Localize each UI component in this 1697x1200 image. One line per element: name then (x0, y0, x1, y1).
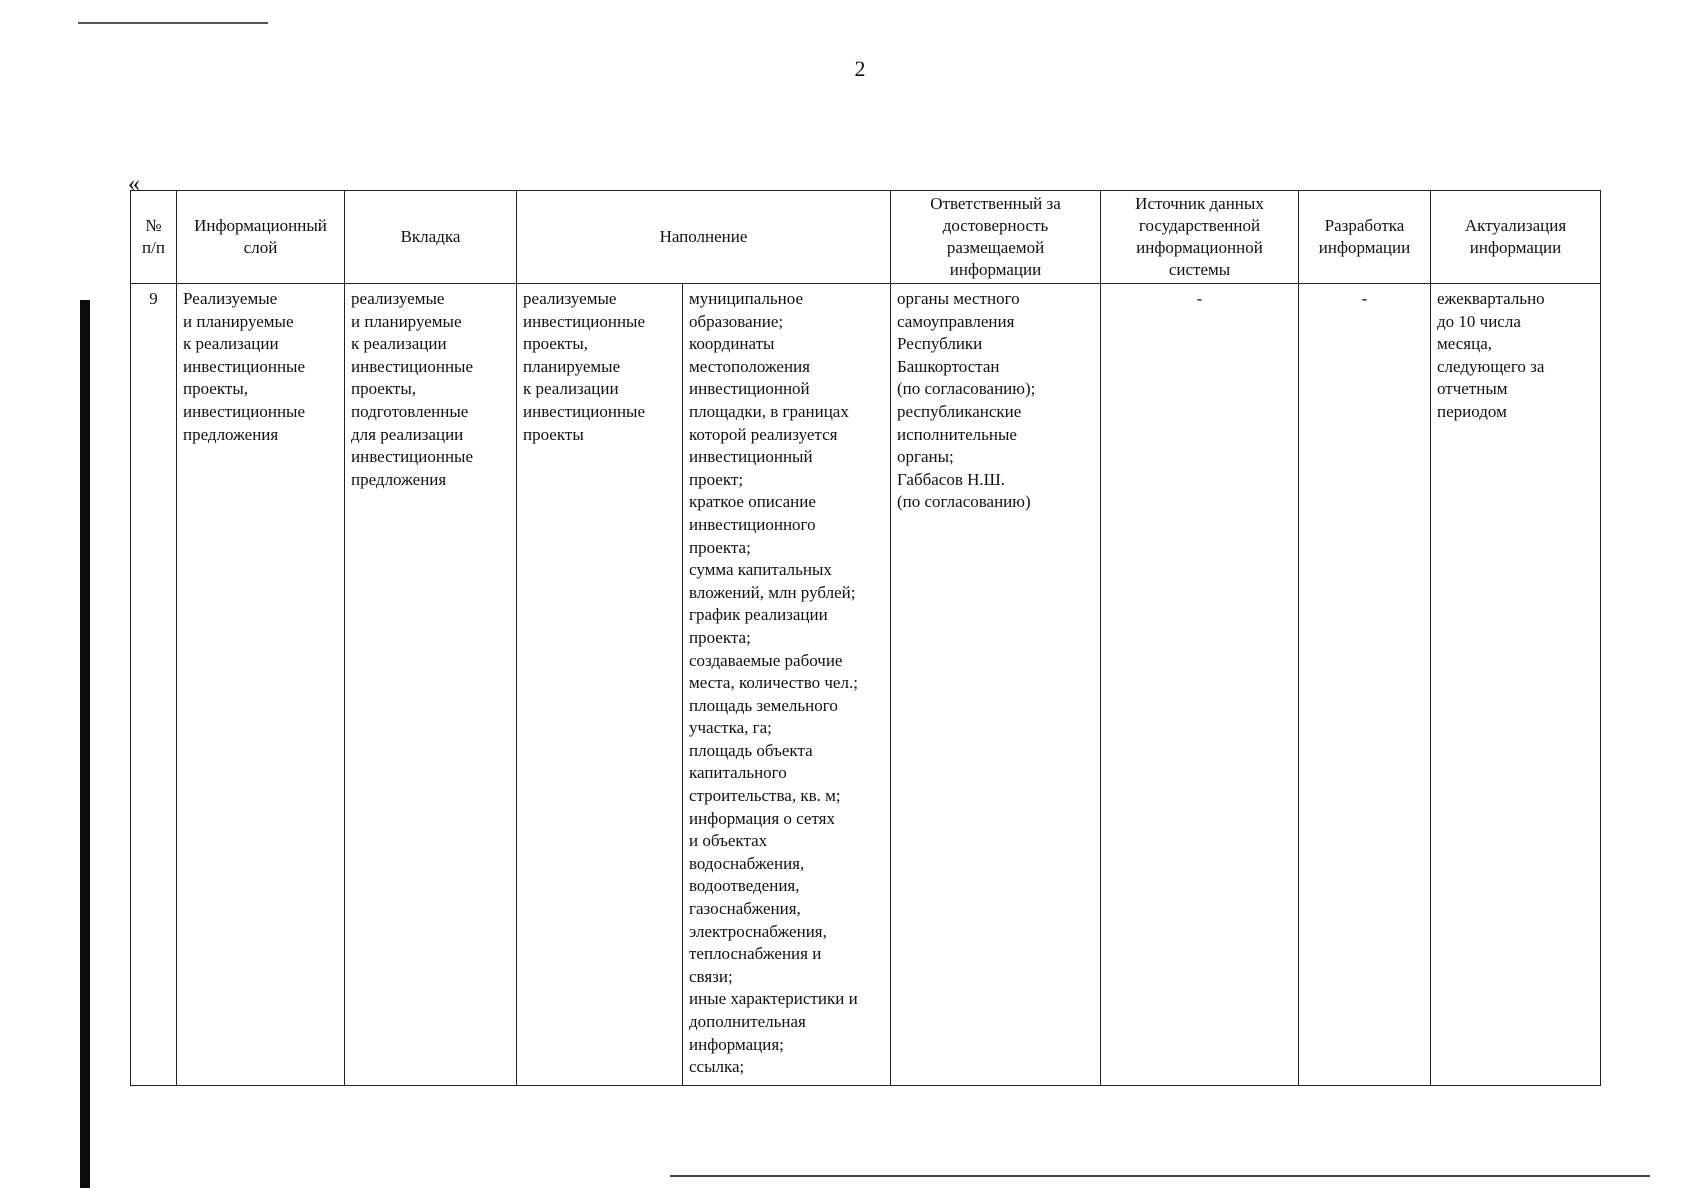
page-number: 2 (854, 56, 866, 81)
header-num: № п/п (131, 191, 177, 284)
table-row (131, 284, 1601, 1086)
header-info-layer: Информационный слой (177, 191, 345, 284)
scan-artifact-bottom-line (670, 1175, 1650, 1177)
row-tab: реализуемые и планируемые к реализации инвестиционные проекты, подготовленные для реализации инвестиционные предложения (345, 284, 517, 1086)
header-update: Актуализация информации (1431, 191, 1601, 284)
row-update: ежеквартально до 10 числа месяца, следующего за отчетным периодом (1431, 284, 1601, 1086)
row-content: муниципальное образование; координаты местоположения инвестиционной площадки, в границах которой реализуется инвестиционный проект; краткое описание инвестиционного проекта; сумма капитальных вложений, млн рублей; график реализации проекта; создаваемые рабочие места, количество чел.; площадь земельного участка, га; площадь объекта капитального строительства, кв. м; информация о сетях и объектах водоснабжения, водоотведения, газоснабжения, электроснабжения, теплоснабжения и связи; иные характеристики и дополнительная информация; ссылка; (683, 284, 891, 1086)
header-data-source: Источник данных государственной информационной системы (1101, 191, 1299, 284)
header-responsible: Ответственный за достоверность размещаемой информации (891, 191, 1101, 284)
table-header-row (131, 191, 1601, 284)
scan-artifact-top-line (78, 22, 268, 24)
opening-quote-mark: « (128, 171, 140, 197)
header-tab: Вкладка (345, 191, 517, 284)
document-table (130, 190, 1601, 1086)
row-subtab: реализуемые инвестиционные проекты, планируемые к реализации инвестиционные проекты (517, 284, 683, 1086)
header-development: Разработка информации (1299, 191, 1431, 284)
row-data-source: - (1101, 284, 1299, 1086)
row-development: - (1299, 284, 1431, 1086)
header-content: Наполнение (517, 191, 891, 284)
row-num: 9 (131, 284, 177, 1086)
scan-artifact-left-bar (80, 300, 90, 1188)
row-info-layer: Реализуемые и планируемые к реализации инвестиционные проекты, инвестиционные предложения (177, 284, 345, 1086)
row-responsible: органы местного самоуправления Республики Башкортостан (по согласованию); республиканские исполнительные органы; Габбасов Н.Ш. (по согласованию) (891, 284, 1101, 1086)
